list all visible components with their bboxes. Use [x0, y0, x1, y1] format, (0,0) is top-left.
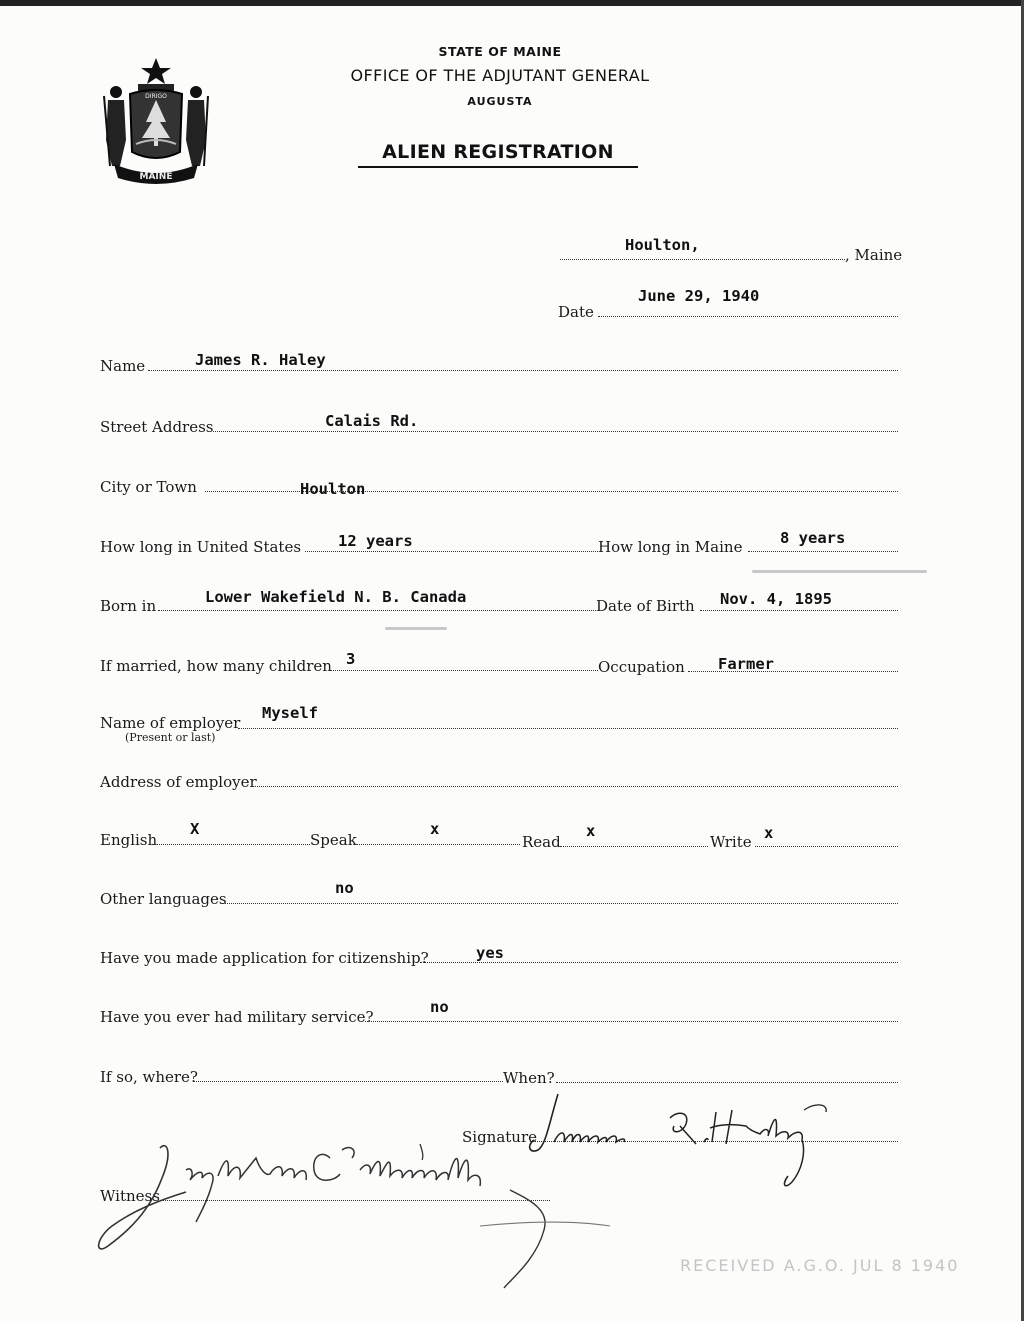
seal-motto-text: DIRIGO	[145, 93, 167, 100]
children-line	[330, 670, 598, 671]
date-value: June 29, 1940	[638, 287, 760, 305]
where-line	[193, 1081, 503, 1082]
how-long-maine-value: 8 years	[780, 529, 846, 547]
top-border	[0, 0, 1024, 6]
employer-name-sublabel: (Present or last)	[125, 731, 216, 744]
employer-address-line	[253, 786, 898, 787]
form-title: ALIEN REGISTRATION	[358, 141, 638, 168]
received-stamp: RECEIVED A.G.O. JUL 8 1940	[680, 1256, 960, 1275]
occupation-label: Occupation	[598, 658, 685, 676]
employer-name-value: Myself	[262, 704, 318, 722]
other-languages-value: no	[335, 879, 354, 897]
born-in-value: Lower Wakefield N. B. Canada	[205, 588, 467, 606]
speak-label: Speak	[310, 831, 357, 849]
header-state: STATE OF MAINE	[438, 44, 562, 59]
other-languages-label: Other languages	[100, 890, 227, 908]
english-label: English	[100, 831, 158, 849]
employer-address-label: Address of employer	[100, 773, 257, 791]
where-label: If so, where?	[100, 1068, 198, 1086]
dob-line	[700, 610, 898, 611]
write-value: x	[764, 824, 774, 842]
read-line	[560, 846, 708, 847]
date-label: Date	[558, 303, 594, 321]
street-address-label: Street Address	[100, 418, 214, 436]
children-value: 3	[346, 650, 356, 668]
employer-name-line	[238, 728, 898, 729]
read-label: Read	[522, 833, 561, 851]
speak-value: x	[430, 820, 440, 838]
maine-seal-icon	[100, 56, 212, 186]
military-value: no	[430, 998, 449, 1016]
how-long-maine-label: How long in Maine	[598, 538, 743, 556]
citizenship-value: yes	[476, 944, 504, 962]
street-address-value: Calais Rd.	[325, 412, 419, 430]
header-office: OFFICE OF THE ADJUTANT GENERAL	[350, 66, 650, 85]
smudge-mark	[385, 627, 447, 630]
street-address-line	[213, 431, 898, 432]
dob-value: Nov. 4, 1895	[720, 590, 832, 608]
citizenship-label: Have you made application for citizenship?	[100, 949, 429, 967]
name-value: James R. Haley	[195, 351, 326, 369]
when-label: When?	[503, 1069, 555, 1087]
smudge-mark	[752, 570, 927, 573]
city-value: Houlton	[300, 480, 366, 498]
dob-label: Date of Birth	[596, 597, 695, 615]
seal-banner-text: MAINE	[139, 172, 173, 182]
military-label: Have you ever had military service?	[100, 1008, 374, 1026]
write-line	[755, 846, 898, 847]
city-label: City or Town	[100, 478, 197, 496]
signature-label: Signature	[462, 1128, 538, 1146]
how-long-us-value: 12 years	[338, 532, 413, 550]
how-long-us-label: How long in United States	[100, 538, 302, 556]
military-line	[365, 1021, 898, 1022]
write-label: Write	[710, 833, 752, 851]
when-line	[556, 1082, 898, 1083]
name-line	[148, 370, 898, 371]
other-languages-line	[222, 903, 898, 904]
born-in-line	[158, 610, 596, 611]
place-suffix-label: , Maine	[845, 246, 903, 264]
occupation-value: Farmer	[718, 655, 774, 673]
witness-signature-handwriting	[90, 1130, 710, 1290]
name-label: Name	[100, 357, 146, 375]
english-line	[152, 844, 310, 845]
speak-line	[355, 844, 520, 845]
witness-label: Witness	[100, 1187, 160, 1205]
date-line	[598, 316, 898, 317]
how-long-maine-line	[748, 551, 898, 552]
english-value: X	[190, 820, 200, 838]
read-value: x	[586, 822, 596, 840]
employer-name-label: Name of employer	[100, 714, 241, 732]
place-line	[560, 259, 845, 260]
children-label: If married, how many children	[100, 657, 332, 675]
place-value: Houlton,	[625, 236, 700, 254]
header-city: AUGUSTA	[467, 95, 533, 108]
how-long-us-line	[305, 551, 598, 552]
citizenship-line	[420, 962, 898, 963]
born-in-label: Born in	[100, 597, 157, 615]
